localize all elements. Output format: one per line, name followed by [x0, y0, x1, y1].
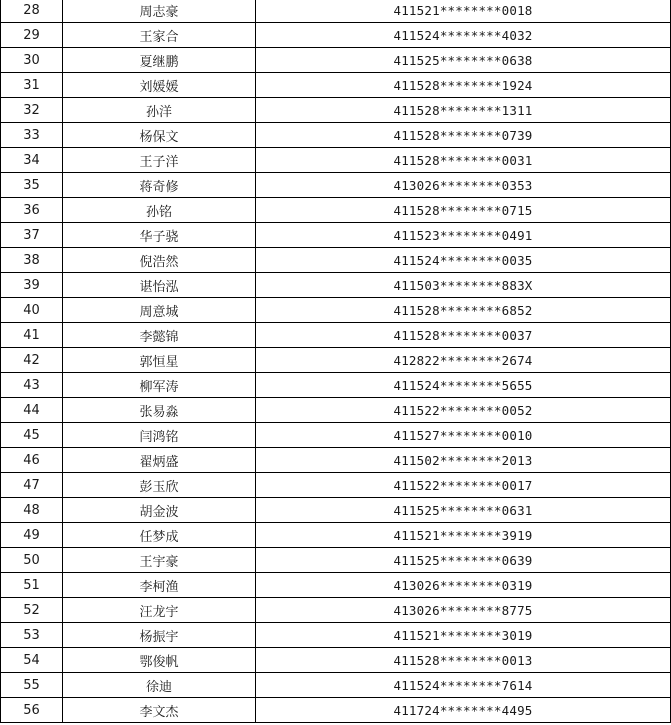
id-number-cell[interactable]: 411521********3019 — [256, 623, 671, 648]
row-number-cell[interactable]: 43 — [1, 373, 63, 398]
table-row[interactable] — [1, 0, 671, 23]
name-cell[interactable]: 李文杰 — [63, 698, 256, 723]
row-number-cell[interactable]: 51 — [1, 573, 63, 598]
table-row[interactable] — [1, 323, 671, 348]
id-number-cell[interactable]: 411502********2013 — [256, 448, 671, 473]
name-cell[interactable]: 任梦成 — [63, 523, 256, 548]
row-number-cell[interactable]: 40 — [1, 298, 63, 323]
id-number-cell[interactable]: 411522********0052 — [256, 398, 671, 423]
table-row[interactable] — [1, 123, 671, 148]
id-number-cell[interactable]: 411724********4495 — [256, 698, 671, 723]
id-number-cell[interactable]: 411524********7614 — [256, 673, 671, 698]
id-number-cell[interactable]: 411524********0035 — [256, 248, 671, 273]
id-number-cell[interactable]: 411528********6852 — [256, 298, 671, 323]
table-row[interactable] — [1, 648, 671, 673]
id-number-cell[interactable]: 411525********0639 — [256, 548, 671, 573]
name-cell[interactable]: 李懿锦 — [63, 323, 256, 348]
name-cell[interactable]: 徐迪 — [63, 673, 256, 698]
id-number-cell[interactable]: 411525********0631 — [256, 498, 671, 523]
table-row[interactable] — [1, 473, 671, 498]
name-cell[interactable]: 王宇豪 — [63, 548, 256, 573]
table-row[interactable] — [1, 498, 671, 523]
table-row[interactable] — [1, 73, 671, 98]
id-number-cell[interactable]: 412822********2674 — [256, 348, 671, 373]
name-cell[interactable]: 郭恒星 — [63, 348, 256, 373]
name-cell[interactable]: 闫鸿铭 — [63, 423, 256, 448]
name-cell[interactable]: 倪浩然 — [63, 248, 256, 273]
name-cell[interactable]: 张易淼 — [63, 398, 256, 423]
table-row[interactable] — [1, 548, 671, 573]
name-cell[interactable]: 周志豪 — [63, 0, 256, 23]
row-number-cell[interactable]: 56 — [1, 698, 63, 723]
id-number-cell[interactable]: 411503********883X — [256, 273, 671, 298]
table-row[interactable] — [1, 573, 671, 598]
name-cell[interactable]: 翟炳盛 — [63, 448, 256, 473]
table-row[interactable] — [1, 673, 671, 698]
table-row[interactable] — [1, 198, 671, 223]
table-row[interactable] — [1, 398, 671, 423]
row-number-cell[interactable]: 53 — [1, 623, 63, 648]
id-number-cell[interactable]: 413026********8775 — [256, 598, 671, 623]
id-number-cell[interactable]: 413026********0319 — [256, 573, 671, 598]
row-number-cell[interactable]: 29 — [1, 23, 63, 48]
table-row[interactable] — [1, 423, 671, 448]
name-cell[interactable]: 杨振宇 — [63, 623, 256, 648]
id-number-cell[interactable]: 411527********0010 — [256, 423, 671, 448]
name-cell[interactable]: 刘媛媛 — [63, 73, 256, 98]
name-cell[interactable]: 谌怡泓 — [63, 273, 256, 298]
id-number-cell[interactable]: 411524********4032 — [256, 23, 671, 48]
name-cell[interactable]: 蒋奇修 — [63, 173, 256, 198]
name-cell[interactable]: 柳军涛 — [63, 373, 256, 398]
row-number-cell[interactable]: 46 — [1, 448, 63, 473]
id-number-cell[interactable]: 411528********0013 — [256, 648, 671, 673]
table-row[interactable] — [1, 448, 671, 473]
roster-body — [1, 0, 671, 723]
row-number-cell[interactable]: 34 — [1, 148, 63, 173]
row-number-cell[interactable]: 47 — [1, 473, 63, 498]
row-number-cell[interactable]: 38 — [1, 248, 63, 273]
table-row[interactable] — [1, 173, 671, 198]
table-row[interactable] — [1, 248, 671, 273]
id-number-cell[interactable]: 411528********0739 — [256, 123, 671, 148]
table-row[interactable] — [1, 598, 671, 623]
table-row[interactable] — [1, 273, 671, 298]
name-cell[interactable]: 孙洋 — [63, 98, 256, 123]
row-number-cell[interactable]: 36 — [1, 198, 63, 223]
row-number-cell[interactable]: 28 — [1, 0, 63, 23]
id-number-cell[interactable]: 411523********0491 — [256, 223, 671, 248]
row-number-cell[interactable]: 41 — [1, 323, 63, 348]
row-number-cell[interactable]: 42 — [1, 348, 63, 373]
row-number-cell[interactable]: 33 — [1, 123, 63, 148]
name-cell[interactable]: 彭玉欣 — [63, 473, 256, 498]
row-number-cell[interactable]: 45 — [1, 423, 63, 448]
row-number-cell[interactable]: 54 — [1, 648, 63, 673]
row-number-cell[interactable]: 30 — [1, 48, 63, 73]
table-row[interactable] — [1, 623, 671, 648]
table-row[interactable] — [1, 348, 671, 373]
row-number-cell[interactable]: 35 — [1, 173, 63, 198]
table-row[interactable] — [1, 223, 671, 248]
row-number-cell[interactable]: 49 — [1, 523, 63, 548]
name-cell[interactable]: 汪龙宇 — [63, 598, 256, 623]
id-number-cell[interactable]: 411524********5655 — [256, 373, 671, 398]
id-number-cell[interactable]: 411521********3919 — [256, 523, 671, 548]
table-row[interactable] — [1, 148, 671, 173]
row-number-cell[interactable]: 48 — [1, 498, 63, 523]
row-number-cell[interactable]: 55 — [1, 673, 63, 698]
id-number-cell[interactable]: 411528********0037 — [256, 323, 671, 348]
row-number-cell[interactable]: 39 — [1, 273, 63, 298]
id-number-cell[interactable]: 411525********0638 — [256, 48, 671, 73]
id-number-cell[interactable]: 411528********0715 — [256, 198, 671, 223]
table-row[interactable] — [1, 98, 671, 123]
table-row[interactable] — [1, 698, 671, 723]
name-cell[interactable]: 胡金波 — [63, 498, 256, 523]
id-number-cell[interactable]: 413026********0353 — [256, 173, 671, 198]
row-number-cell[interactable]: 32 — [1, 98, 63, 123]
id-number-cell[interactable]: 411528********1924 — [256, 73, 671, 98]
table-row[interactable] — [1, 23, 671, 48]
id-number-cell[interactable]: 411528********0031 — [256, 148, 671, 173]
row-number-cell[interactable]: 31 — [1, 73, 63, 98]
table-row[interactable] — [1, 373, 671, 398]
id-number-cell[interactable]: 411521********0018 — [256, 0, 671, 23]
name-cell[interactable]: 周意城 — [63, 298, 256, 323]
name-cell[interactable]: 杨保文 — [63, 123, 256, 148]
name-cell[interactable]: 王家合 — [63, 23, 256, 48]
id-number-cell[interactable]: 411528********1311 — [256, 98, 671, 123]
row-number-cell[interactable]: 52 — [1, 598, 63, 623]
table-row[interactable] — [1, 48, 671, 73]
name-cell[interactable]: 李柯渔 — [63, 573, 256, 598]
name-cell[interactable]: 夏继鹏 — [63, 48, 256, 73]
name-cell[interactable]: 华子骁 — [63, 223, 256, 248]
name-cell[interactable]: 王子洋 — [63, 148, 256, 173]
row-number-cell[interactable]: 37 — [1, 223, 63, 248]
table-row[interactable] — [1, 523, 671, 548]
id-number-cell[interactable]: 411522********0017 — [256, 473, 671, 498]
row-number-cell[interactable]: 50 — [1, 548, 63, 573]
row-number-cell[interactable]: 44 — [1, 398, 63, 423]
table-row[interactable] — [1, 298, 671, 323]
name-cell[interactable]: 孙铭 — [63, 198, 256, 223]
name-cell[interactable]: 鄂俊帆 — [63, 648, 256, 673]
